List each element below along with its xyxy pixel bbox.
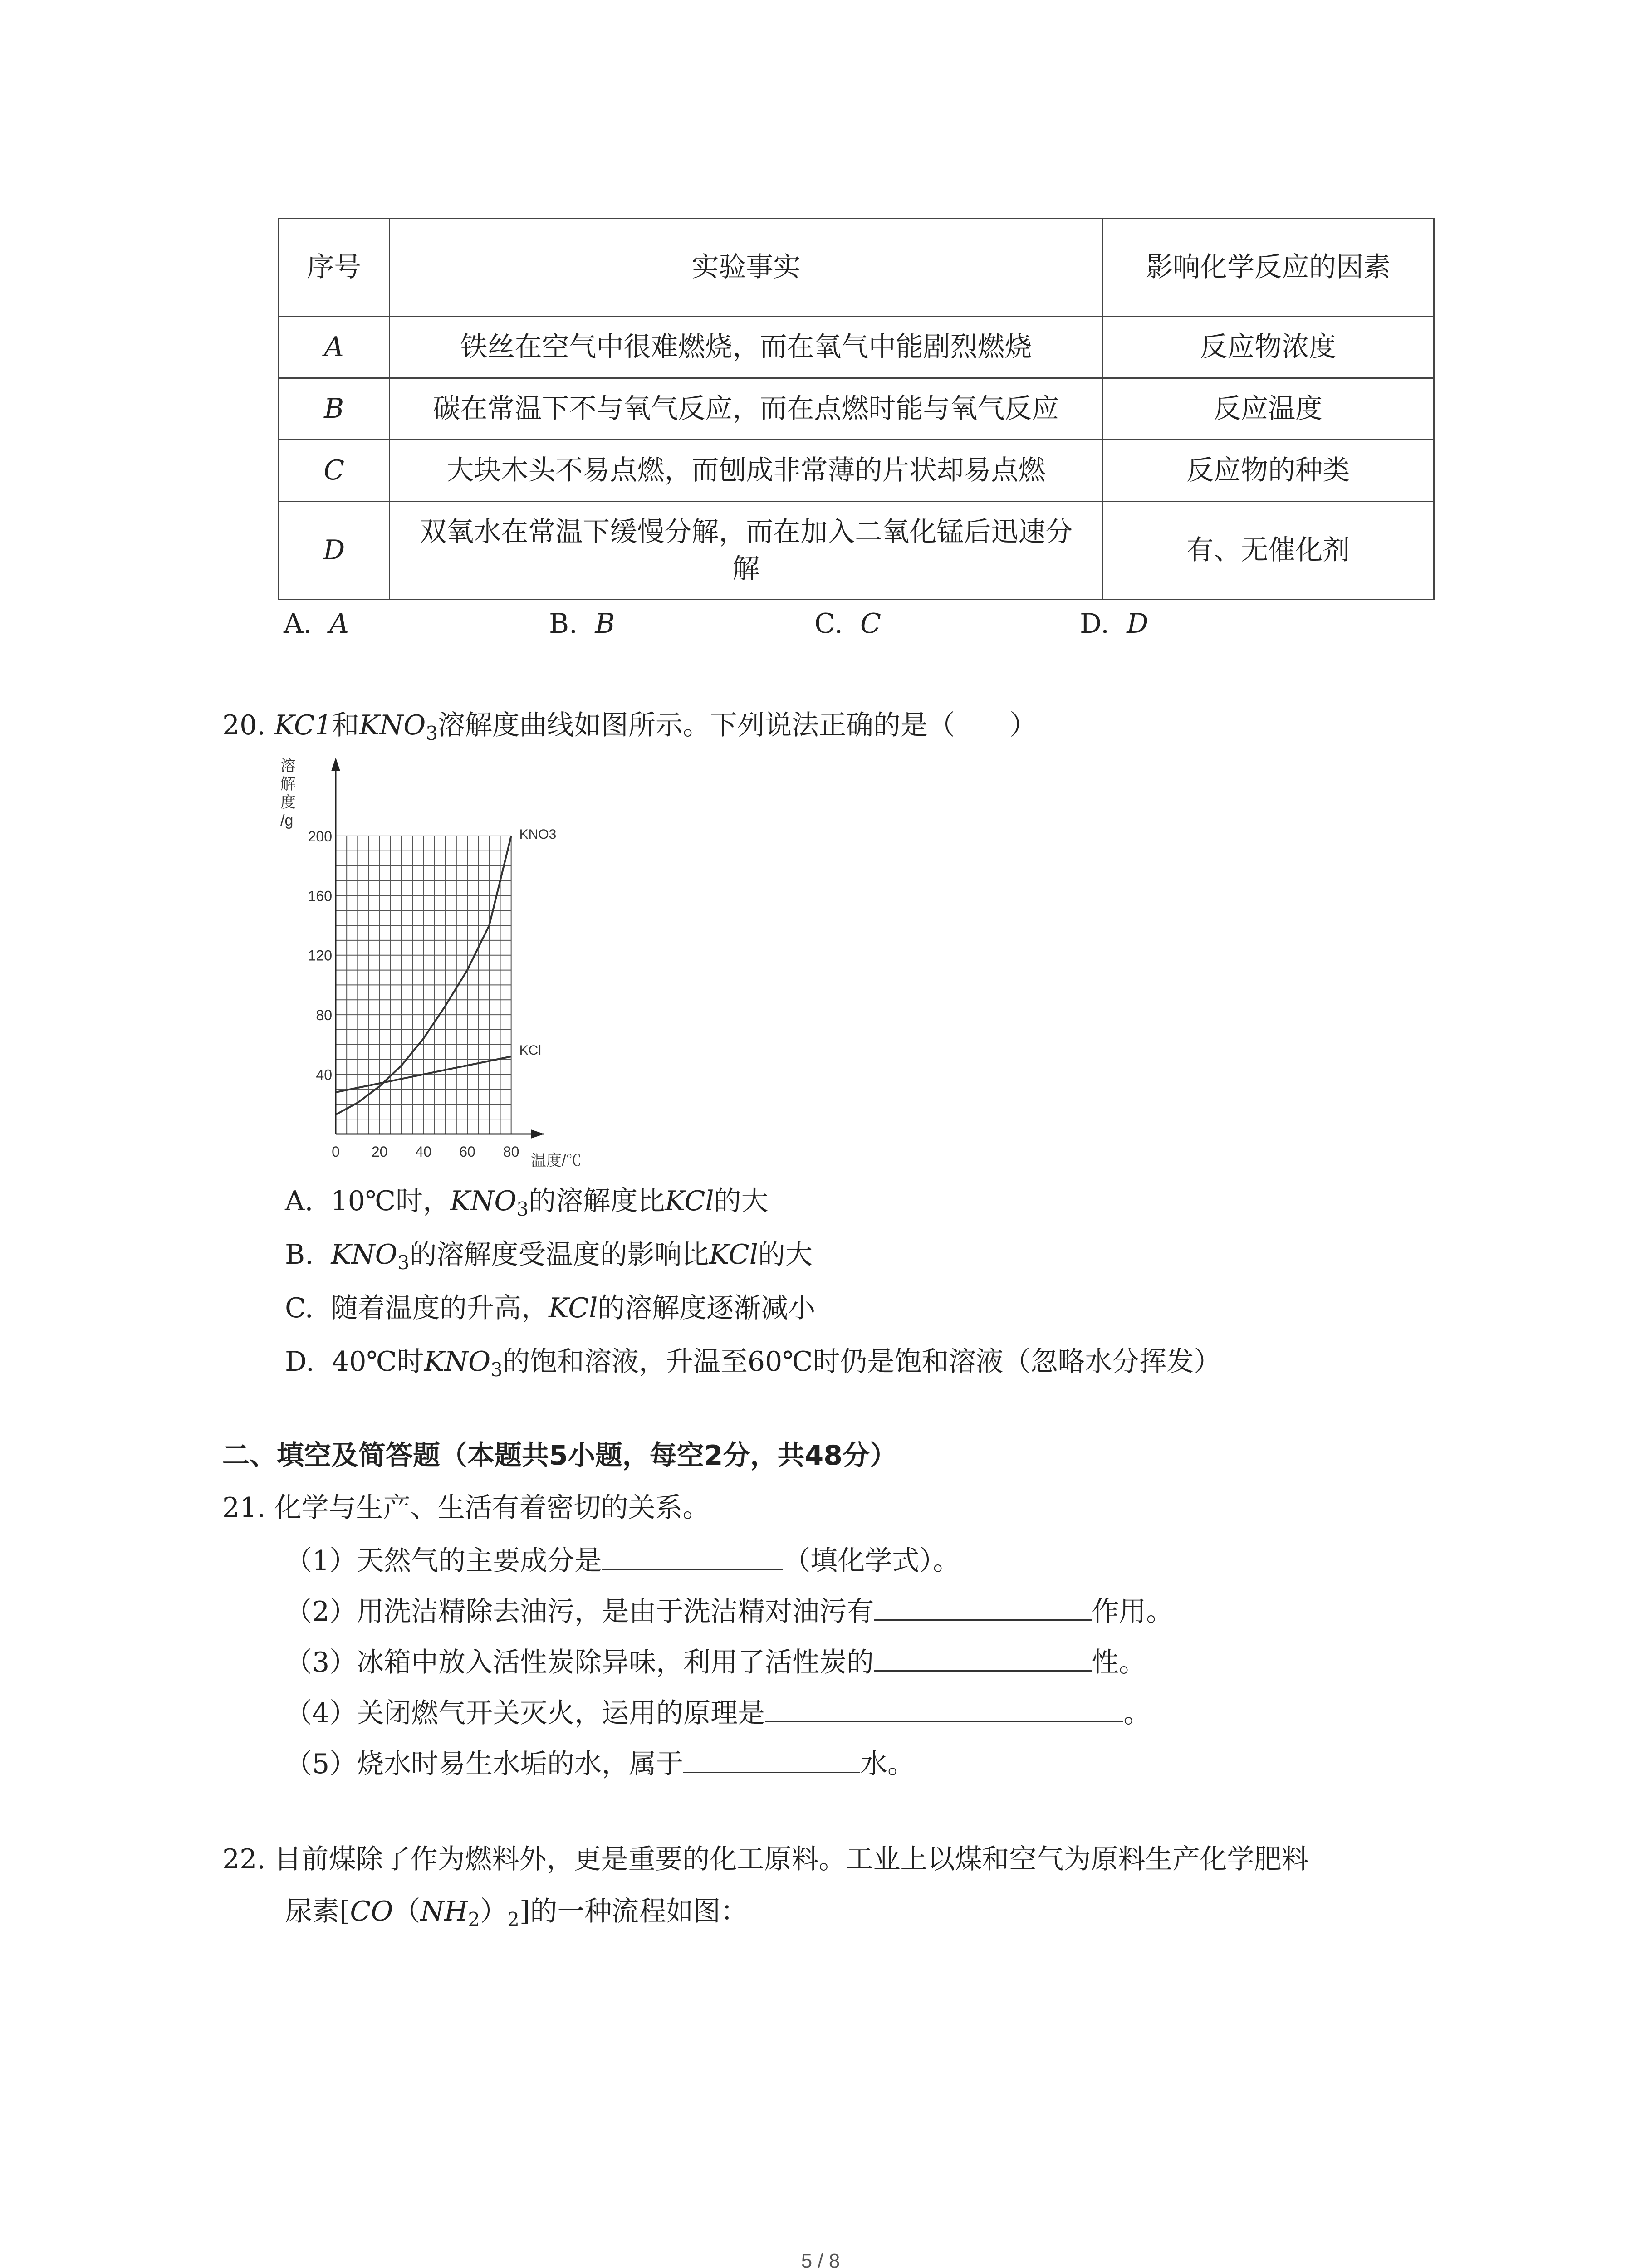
y-tick-label: 40 (316, 1066, 332, 1083)
series-label-kcl: KCl (519, 1043, 542, 1058)
table-row (279, 502, 1434, 600)
x-tick-label: 40 (415, 1144, 432, 1160)
y-tick-label: 160 (308, 888, 332, 904)
q19-option-a[interactable]: A. A (284, 608, 349, 640)
answer-blank[interactable] (602, 1542, 783, 1570)
y-axis-label-char: /g (280, 812, 294, 829)
page-number: 5 / 8 (801, 2250, 840, 2268)
q19-option-d[interactable]: D. D (1080, 608, 1149, 640)
q20-option-b[interactable]: B. $KNO_3$的溶解度受温度的影响比KCl的大 (285, 1239, 813, 1274)
row-factor: 反应物浓度 (1102, 317, 1434, 378)
q21-item-1: （1）天然气的主要成分是 （填化学式）。 (285, 1542, 960, 1579)
row-factor: 反应温度 (1102, 378, 1434, 440)
series-label-kno3: KNO3 (519, 826, 557, 842)
x-tick-label: 60 (459, 1144, 475, 1160)
answer-blank[interactable] (683, 1745, 860, 1773)
q21-item-4: （4）关闭燃气开关灭火，运用的原理是 。 (285, 1695, 1151, 1731)
y-axis-label-char: 度 (280, 794, 296, 811)
section-heading: 二、填空及简答题（本题共5小题，每空2分，共48分） (222, 1440, 897, 1471)
x-axis-label: 温度/℃ (531, 1152, 582, 1169)
q21-item-3: （3）冰箱中放入活性炭除异味，利用了活性炭的 性。 (285, 1644, 1146, 1680)
row-id: D (279, 502, 390, 600)
q21-stem: 21. 化学与生产、生活有着密切的关系。 (222, 1492, 710, 1524)
row-fact: 铁丝在空气中很难燃烧，而在氧气中能剧烈燃烧 (390, 317, 1102, 378)
y-tick-label: 120 (308, 947, 332, 964)
q19-option-c[interactable]: C. C (814, 608, 881, 640)
table-row (279, 378, 1434, 440)
x-axis-arrow (531, 1129, 544, 1139)
y-tick-label: 200 (308, 828, 332, 845)
y-tick-label: 80 (316, 1007, 332, 1024)
q21-item-2: （2）用洗洁精除去油污，是由于洗洁精对油污有 作用。 (285, 1593, 1173, 1629)
x-tick-label: 20 (371, 1144, 388, 1160)
chart-grid (336, 836, 511, 1134)
header-factor: 影响化学反应的因素 (1102, 219, 1434, 317)
row-id: A (279, 317, 390, 378)
q22-stem-line1: 22. 目前煤除了作为燃料外，更是重要的化工原料。工业上以煤和空气为原料生产化学肥料 (222, 1843, 1309, 1875)
q19-option-b[interactable]: B. B (549, 608, 615, 640)
row-id: B (279, 378, 390, 440)
experiment-table (278, 218, 1435, 600)
q21-item-5: （5）烧水时易生水垢的水，属于 水。 (285, 1745, 915, 1782)
row-factor: 反应物的种类 (1102, 440, 1434, 502)
row-fact: 碳在常温下不与氧气反应，而在点燃时能与氧气反应 (390, 378, 1102, 440)
q20-option-d[interactable]: D. 40℃时$KNO_3$的饱和溶液，升温至60℃时仍是饱和溶液（忽略水分挥发） (285, 1346, 1221, 1381)
table-row (279, 317, 1434, 378)
table-row (279, 440, 1434, 502)
answer-blank[interactable] (874, 1593, 1092, 1621)
row-fact: 双氧水在常温下缓慢分解，而在加入二氧化锰后迅速分解 (390, 502, 1102, 600)
row-fact: 大块木头不易点燃，而刨成非常薄的片状却易点燃 (390, 440, 1102, 502)
q22-stem-line2: 尿素$[CO(NH_2)_2]$的一种流程如图： (285, 1896, 748, 1931)
y-axis-label-char: 解 (280, 776, 296, 793)
y-axis-label-char: 溶 (280, 758, 296, 775)
q20-option-c[interactable]: C. 随着温度的升高，KCl的溶解度逐渐减小 (285, 1292, 816, 1324)
y-axis-arrow (331, 758, 340, 771)
answer-blank[interactable] (874, 1644, 1092, 1672)
x-tick-label: 0 (332, 1144, 340, 1160)
solubility-chart (272, 753, 590, 1184)
header-fact: 实验事实 (390, 219, 1102, 317)
table-header-row (279, 219, 1434, 317)
chart-axes (331, 758, 544, 1139)
q20-option-a[interactable]: A. 10℃时，$KNO_3$的溶解度比KCl的大 (285, 1185, 769, 1220)
chart-ticks (308, 828, 519, 1160)
answer-blank[interactable] (765, 1695, 1123, 1722)
header-seq: 序号 (279, 219, 390, 317)
row-factor: 有、无催化剂 (1102, 502, 1434, 600)
x-tick-label: 80 (503, 1144, 519, 1160)
row-id: C (279, 440, 390, 502)
q20-stem: 20. KC1和$KNO_3$溶解度曲线如图所示。下列说法正确的是（ ） (222, 709, 1037, 744)
